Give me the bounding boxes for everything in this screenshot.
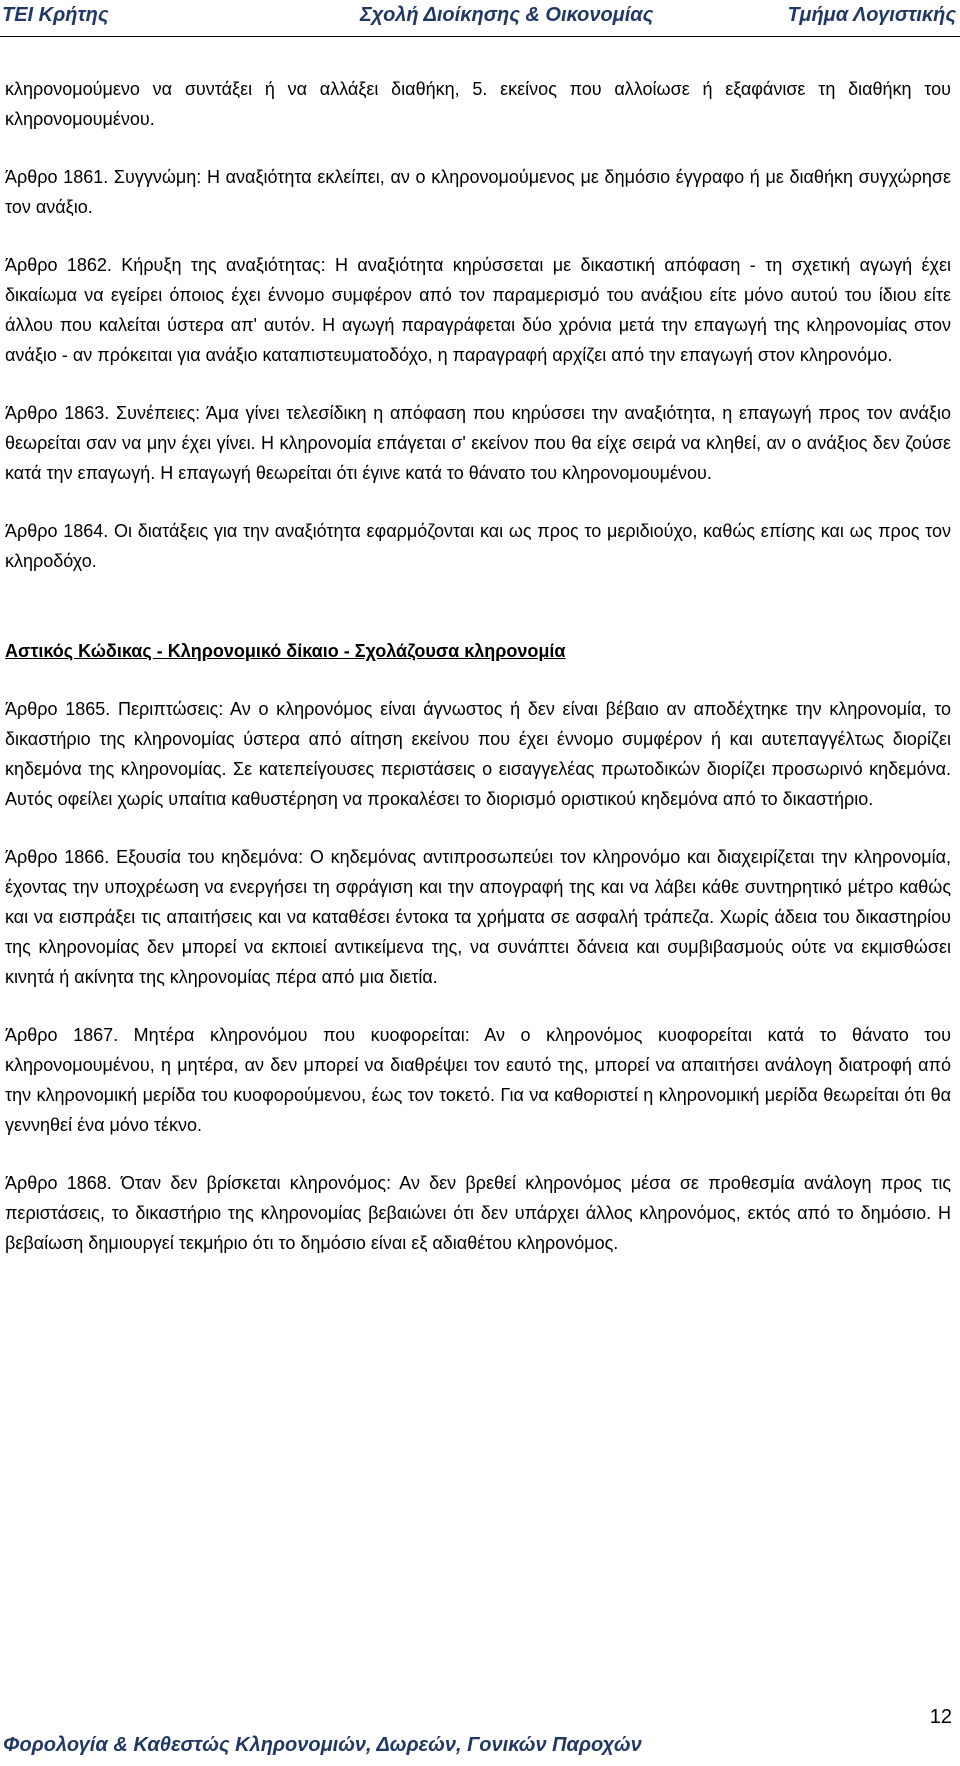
header-divider	[0, 36, 960, 37]
header-school: Σχολή Διοίκησης & Οικονομίας	[360, 4, 654, 26]
section-heading: Αστικός Κώδικας - Κληρονομικό δίκαιο - Σχολάζουσα κληρονομία	[5, 641, 566, 661]
paragraph: κληρονομούμενο να συντάξει ή να αλλάξει διαθήκη, 5. εκείνος που αλλοίωσε ή εξαφάνισε τη διαθήκη του κληρονομουμένου.	[5, 79, 951, 129]
article-1863: Άρθρο 1863. Συνέπειες: Άμα γίνει τελεσίδικη η απόφαση που κηρύσσει την αναξιότητα, η επαγωγή προς τον ανάξιο θεωρείται σαν να μην έχει γίνει. Η κληρονομία επάγεται σ' εκείνον που θα είχε σειρά να κληθεί, αν ο ανάξιος δεν ζούσε κατά την επαγωγή. Η επαγωγή θεωρείται ότι έγινε κατά το θάνατο του κληρονομουμένου.	[5, 403, 951, 483]
header-department: Τμήμα Λογιστικής	[787, 4, 956, 26]
article-1867: Άρθρο 1867. Μητέρα κληρονόμου που κυοφορείται: Αν ο κληρονόμος κυοφορείται κατά το θάνατο του κληρονομουμένου, η μητέρα, αν δεν μπορεί να διαθρέψει τον εαυτό της, μπορεί να απαιτήσει ανάλογη διατροφή από την κληρονομική μερίδα του κυοφορούμενου, έως τον τοκετό. Για να καθοριστεί η κληρονομική μερίδα θεωρείται ότι θα γεννηθεί ένα μόνο τέκνο.	[5, 1025, 951, 1135]
article-1862: Άρθρο 1862. Κήρυξη της αναξιότητας: Η αναξιότητα κηρύσσεται με δικαστική απόφαση - τη σχετική αγωγή έχει δικαίωμα να εγείρει όποιος έχει έννομο συμφέρον από τον παραμερισμό του ανάξιου είτε μόνο αυτού του ίδιου είτε άλλου που καλείται ύστερα απ' αυτόν. Η αγωγή παραγράφεται δύο χρόνια μετά την επαγωγή της κληρονομίας στον ανάξιο - αν πρόκειται για ανάξιο καταπιστευματοδόχο, η παραγραφή αρχίζει από την επαγωγή στον κληρονόμο.	[5, 255, 951, 365]
header-institution: ΤΕΙ Κρήτης	[2, 4, 109, 26]
article-1865: Άρθρο 1865. Περιπτώσεις: Αν ο κληρονόμος είναι άγνωστος ή δεν είναι βέβαιο αν αποδέχτηκε την κληρονομία, το δικαστήριο της κληρονομίας ύστερα από αίτηση εκείνου που έχει έννομο συμφέρον ή και αυτεπαγγέλτως διορίζει κηδεμόνα της κληρονομίας. Σε κατεπείγουσες περιστάσεις ο εισαγγελέας πρωτοδικών διορίζει προσωρινό κηδεμόνα. Αυτός οφείλει χωρίς υπαίτια καθυστέρηση να προκαλέσει το διορισμό οριστικού κηδεμόνα από το δικαστήριο.	[5, 699, 951, 809]
page-footer: Φορολογία & Καθεστώς Κληρονομιών, Δωρεών, Γονικών Παροχών	[3, 1734, 642, 1756]
page-header	[0, 0, 960, 38]
document-body	[5, 74, 951, 1286]
article-1864: Άρθρο 1864. Οι διατάξεις για την αναξιότητα εφαρμόζονται και ως προς το μεριδιούχο, καθώς επίσης και ως προς τον κληροδόχο.	[5, 521, 951, 571]
page-number: 12	[929, 1706, 952, 1728]
article-1866: Άρθρο 1866. Εξουσία του κηδεμόνα: Ο κηδεμόνας αντιπροσωπεύει τον κληρονόμο και διαχειρίζεται την κληρονομία, έχοντας την υποχρέωση να ενεργήσει τη σφράγιση και την απογραφή της και να λάβει κάθε συντηρητικό μέτρο καθώς και να εισπράξει τις απαιτήσεις και να καταθέσει έντοκα τα χρήματα σε ασφαλή τράπεζα. Χωρίς άδεια του δικαστηρίου της κληρονομίας δεν μπορεί να εκποιεί αντικείμενα της, να συνάπτει δάνεια και συμβιβασμούς ούτε να εκμισθώσει κινητά ή ακίνητα της κληρονομίας πέρα από μια διετία.	[5, 847, 951, 987]
article-1868: Άρθρο 1868. Όταν δεν βρίσκεται κληρονόμος: Αν δεν βρεθεί κληρονόμος μέσα σε προθεσμία ανάλογη προς τις περιστάσεις, το δικαστήριο της κληρονομίας βεβαιώνει ότι δεν υπάρχει άλλος κληρονόμος, εκτός από το δημόσιο. Η βεβαίωση δημιουργεί τεκμήριο ότι το δημόσιο είναι εξ αδιαθέτου κληρονόμος.	[5, 1173, 951, 1253]
article-1861: Άρθρο 1861. Συγγνώμη: Η αναξιότητα εκλείπει, αν ο κληρονομούμενος με δημόσιο έγγραφο ή με διαθήκη συγχώρησε τον ανάξιο.	[5, 167, 951, 217]
